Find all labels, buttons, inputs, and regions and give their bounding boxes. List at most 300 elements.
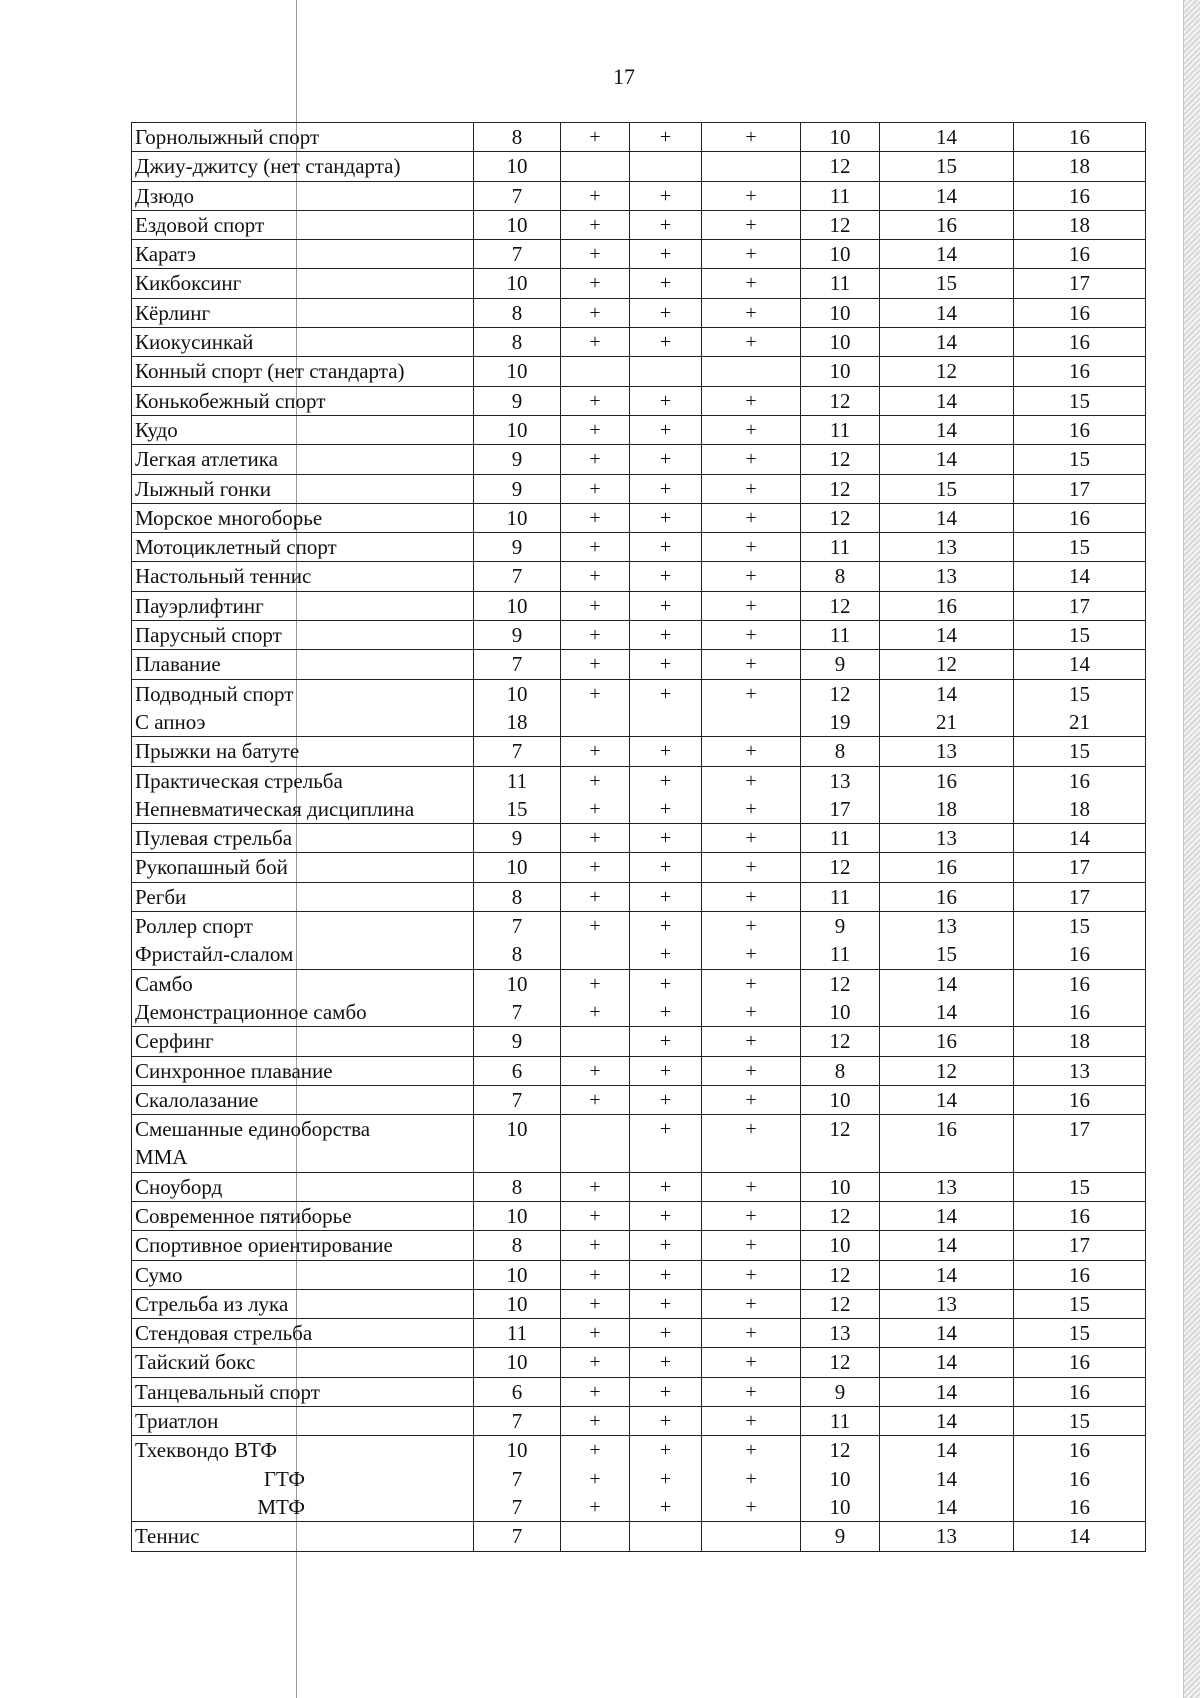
value-cell-1 <box>801 269 880 298</box>
cell-line: Настольный теннис <box>135 564 312 589</box>
cell-line: 17 <box>1069 476 1090 501</box>
cell-line: + <box>589 1234 601 1257</box>
cell-line: 10 <box>829 125 851 149</box>
table-row <box>132 210 1146 239</box>
cell-line: Лыжный гонки <box>135 476 271 501</box>
cell-line: + <box>589 1439 601 1462</box>
cell-line: + <box>745 594 757 617</box>
mark-cell-1 <box>561 533 630 562</box>
mark-cell-1 <box>561 210 630 239</box>
cell-line: 7 <box>511 1494 523 1519</box>
value-cell-3 <box>1014 1056 1146 1085</box>
mark-cell-1 <box>561 386 630 415</box>
value-cell-1 <box>801 1289 880 1318</box>
table-row <box>132 1407 1146 1436</box>
age-cell <box>474 328 561 357</box>
age-cell <box>474 1289 561 1318</box>
cell-line <box>705 1143 797 1171</box>
cell-line: + <box>659 1234 672 1257</box>
mark-cell-3 <box>702 386 801 415</box>
cell-line: 13 <box>936 826 957 851</box>
mark-cell-1 <box>561 969 630 1027</box>
mark-cell-3 <box>702 210 801 239</box>
cell-line: + <box>745 1410 757 1433</box>
table-row <box>132 445 1146 474</box>
value-cell-2 <box>880 386 1014 415</box>
cell-line <box>564 1027 626 1055</box>
mark-cell-1 <box>561 445 630 474</box>
cell-line: + <box>745 1059 757 1082</box>
value-cell-2 <box>880 1319 1014 1348</box>
cell-line: 13 <box>936 914 957 939</box>
cell-line: 16 <box>1069 1438 1090 1463</box>
cell-line: + <box>659 1467 672 1490</box>
cell-line <box>705 152 797 180</box>
value-cell-1 <box>801 533 880 562</box>
cell-line: 16 <box>1069 1203 1090 1228</box>
cell-line: + <box>745 272 757 295</box>
cell-line: Джиу-джитсу (нет стандарта) <box>135 154 401 179</box>
sport-name-cell <box>132 1260 474 1289</box>
cell-line: + <box>589 506 601 529</box>
value-cell-2 <box>880 328 1014 357</box>
cell-line: 10 <box>506 681 528 706</box>
cell-line: + <box>745 1322 757 1345</box>
value-cell-3 <box>1014 1231 1146 1260</box>
cell-line: + <box>745 506 757 529</box>
value-cell-2 <box>880 912 1014 970</box>
age-cell <box>474 1056 561 1085</box>
value-cell-2 <box>880 415 1014 444</box>
value-cell-2 <box>880 1201 1014 1230</box>
mark-cell-1 <box>561 240 630 269</box>
cell-line: 15 <box>1069 681 1090 706</box>
cell-line: + <box>659 827 672 850</box>
table-row <box>132 1115 1146 1173</box>
cell-line: + <box>659 594 672 617</box>
value-cell-2 <box>880 679 1014 737</box>
value-cell-2 <box>880 1407 1014 1436</box>
mark-cell-3 <box>702 1407 801 1436</box>
cell-line: 14 <box>936 1233 957 1258</box>
cell-line: 10 <box>829 999 851 1024</box>
age-cell <box>474 240 561 269</box>
age-cell <box>474 1319 561 1348</box>
cell-line: 18 <box>506 709 528 734</box>
cell-line: + <box>659 565 672 588</box>
table-row <box>132 298 1146 327</box>
cell-line: + <box>745 1030 757 1053</box>
sport-name-cell <box>132 269 474 298</box>
cell-line: 14 <box>936 1409 957 1434</box>
cell-line: + <box>589 1059 601 1082</box>
cell-line: 6 <box>511 1058 523 1083</box>
mark-cell-3 <box>702 1085 801 1114</box>
cell-line: 16 <box>1069 1350 1090 1375</box>
value-cell-2 <box>880 650 1014 679</box>
cell-line: 15 <box>1069 1174 1090 1199</box>
cell-line <box>633 708 698 736</box>
age-cell <box>474 882 561 911</box>
sport-name-cell <box>132 1377 474 1406</box>
cell-line: + <box>745 448 757 471</box>
mark-cell-3 <box>702 357 801 386</box>
mark-cell-2 <box>630 269 702 298</box>
cell-line: 12 <box>936 652 957 677</box>
mark-cell-2 <box>630 415 702 444</box>
mark-cell-2 <box>630 1377 702 1406</box>
mark-cell-1 <box>561 1407 630 1436</box>
mark-cell-1 <box>561 1231 630 1260</box>
age-cell <box>474 210 561 239</box>
cell-line: 16 <box>1069 1087 1090 1112</box>
cell-line: 9 <box>834 1379 846 1404</box>
mark-cell-3 <box>702 1348 801 1377</box>
cell-line: + <box>589 624 601 647</box>
age-cell <box>474 1085 561 1114</box>
sport-name-cell <box>132 1115 474 1173</box>
table-row <box>132 650 1146 679</box>
cell-line: + <box>659 972 672 995</box>
cell-line: + <box>745 827 757 850</box>
cell-line: 14 <box>936 300 957 325</box>
sport-name-cell <box>132 357 474 386</box>
value-cell-2 <box>880 152 1014 181</box>
value-cell-2 <box>880 1289 1014 1318</box>
cell-line: + <box>589 1292 601 1315</box>
cell-line: 13 <box>936 535 957 560</box>
mark-cell-2 <box>630 240 702 269</box>
value-cell-3 <box>1014 1436 1146 1522</box>
cell-line: 9 <box>834 1524 846 1549</box>
cell-line: 12 <box>829 1350 851 1375</box>
sport-name-cell <box>132 1436 474 1522</box>
sport-name-cell <box>132 533 474 562</box>
cell-line: + <box>659 1292 672 1315</box>
mark-cell-3 <box>702 853 801 882</box>
cell-line: + <box>659 1059 672 1082</box>
mark-cell-3 <box>702 1115 801 1173</box>
cell-line: 12 <box>936 359 957 384</box>
sport-name-cell <box>132 650 474 679</box>
value-cell-2 <box>880 1085 1014 1114</box>
mark-cell-2 <box>630 328 702 357</box>
cell-line: + <box>659 885 672 908</box>
cell-line: 12 <box>829 154 851 179</box>
value-cell-3 <box>1014 357 1146 386</box>
cell-line: 12 <box>829 1029 851 1054</box>
mark-cell-3 <box>702 240 801 269</box>
mark-cell-2 <box>630 679 702 737</box>
age-cell <box>474 123 561 152</box>
cell-line: 16 <box>1069 300 1090 325</box>
mark-cell-2 <box>630 766 702 824</box>
age-cell <box>474 474 561 503</box>
cell-line: + <box>659 448 672 471</box>
cell-line: 7 <box>511 183 523 208</box>
mark-cell-1 <box>561 1172 630 1201</box>
cell-line: Плавание <box>135 652 221 677</box>
value-cell-1 <box>801 1522 880 1551</box>
value-cell-3 <box>1014 650 1146 679</box>
cell-line: + <box>659 331 672 354</box>
cell-line: 7 <box>511 242 523 267</box>
table-row <box>132 1319 1146 1348</box>
value-cell-1 <box>801 1056 880 1085</box>
sport-name-cell <box>132 415 474 444</box>
cell-line: 11 <box>829 942 851 967</box>
cell-line: 11 <box>829 623 851 648</box>
cell-line: 19 <box>829 709 851 734</box>
value-cell-3 <box>1014 269 1146 298</box>
mark-cell-2 <box>630 1260 702 1289</box>
mark-cell-2 <box>630 298 702 327</box>
age-cell <box>474 1027 561 1056</box>
sport-name-cell <box>132 240 474 269</box>
cell-line: 16 <box>1069 125 1090 149</box>
value-cell-3 <box>1014 240 1146 269</box>
mark-cell-3 <box>702 650 801 679</box>
mark-cell-1 <box>561 503 630 532</box>
cell-line: 7 <box>511 1466 523 1491</box>
cell-line: 14 <box>936 623 957 648</box>
value-cell-1 <box>801 882 880 911</box>
cell-line: 11 <box>829 826 851 851</box>
cell-line: 18 <box>936 796 957 821</box>
value-cell-1 <box>801 1027 880 1056</box>
cell-line: 17 <box>1069 271 1090 296</box>
value-cell-1 <box>801 1319 880 1348</box>
cell-line: 15 <box>506 796 528 821</box>
cell-line: + <box>745 1234 757 1257</box>
mark-cell-2 <box>630 445 702 474</box>
value-cell-3 <box>1014 328 1146 357</box>
cell-line: Практическая стрельба <box>135 768 343 793</box>
cell-line: 13 <box>829 1321 851 1346</box>
cell-line <box>564 152 626 180</box>
age-cell <box>474 1115 561 1173</box>
cell-line: + <box>745 1175 757 1198</box>
cell-line: + <box>659 1088 672 1111</box>
cell-line: 11 <box>829 417 851 442</box>
cell-line: + <box>745 1088 757 1111</box>
value-cell-3 <box>1014 152 1146 181</box>
mark-cell-2 <box>630 882 702 911</box>
cell-line: ММА <box>135 1145 188 1170</box>
cell-line: 9 <box>511 476 523 501</box>
sport-name-cell <box>132 1319 474 1348</box>
cell-line: Кудо <box>135 417 178 442</box>
cell-line: + <box>589 1204 601 1227</box>
cell-line: + <box>659 1410 672 1433</box>
cell-line: 7 <box>511 739 523 764</box>
cell-line: ГТФ <box>263 1466 305 1491</box>
cell-line: 17 <box>1069 593 1090 618</box>
age-cell <box>474 152 561 181</box>
value-cell-1 <box>801 1348 880 1377</box>
mark-cell-3 <box>702 1522 801 1551</box>
mark-cell-3 <box>702 882 801 911</box>
cell-line: 11 <box>506 768 528 793</box>
cell-line: 9 <box>511 623 523 648</box>
mark-cell-3 <box>702 1436 801 1522</box>
value-cell-2 <box>880 445 1014 474</box>
cell-line: 9 <box>511 535 523 560</box>
cell-line: + <box>745 1263 757 1286</box>
cell-line: Сноуборд <box>135 1174 223 1199</box>
value-cell-3 <box>1014 621 1146 650</box>
value-cell-2 <box>880 474 1014 503</box>
mark-cell-1 <box>561 766 630 824</box>
mark-cell-2 <box>630 533 702 562</box>
cell-line: 10 <box>829 1466 851 1491</box>
cell-line: + <box>745 565 757 588</box>
cell-line: 14 <box>1069 826 1090 851</box>
value-cell-2 <box>880 240 1014 269</box>
table-row <box>132 969 1146 1027</box>
cell-line: 14 <box>936 388 957 413</box>
value-cell-2 <box>880 853 1014 882</box>
cell-line: + <box>659 418 672 441</box>
table-row <box>132 679 1146 737</box>
cell-line: 14 <box>936 1203 957 1228</box>
cell-line: 13 <box>936 1174 957 1199</box>
value-cell-1 <box>801 1115 880 1173</box>
cell-line: 16 <box>1069 999 1090 1024</box>
table-row <box>132 269 1146 298</box>
cell-line: 12 <box>829 593 851 618</box>
cell-line: + <box>745 1351 757 1374</box>
cell-line: Стендовая стрельба <box>135 1321 313 1346</box>
cell-line: 15 <box>1069 1409 1090 1434</box>
cell-line: 10 <box>506 505 528 530</box>
cell-line: 14 <box>1069 1524 1090 1549</box>
cell-line: 7 <box>511 652 523 677</box>
age-cell <box>474 679 561 737</box>
cell-line: + <box>745 243 757 266</box>
cell-line: 9 <box>511 447 523 472</box>
table-row <box>132 240 1146 269</box>
table-row <box>132 1436 1146 1522</box>
sport-name-cell <box>132 853 474 882</box>
value-cell-3 <box>1014 1377 1146 1406</box>
mark-cell-2 <box>630 1289 702 1318</box>
cell-line: + <box>745 1380 757 1403</box>
cell-line: 11 <box>506 1321 528 1346</box>
value-cell-2 <box>880 969 1014 1027</box>
value-cell-1 <box>801 415 880 444</box>
cell-line: 12 <box>829 505 851 530</box>
table-row <box>132 415 1146 444</box>
cell-line: Подводный спорт <box>135 681 294 706</box>
cell-line <box>883 1143 1010 1171</box>
cell-line: 8 <box>511 300 523 325</box>
cell-line <box>564 357 626 385</box>
age-cell <box>474 269 561 298</box>
mark-cell-2 <box>630 386 702 415</box>
cell-line: Теннис <box>135 1524 200 1549</box>
mark-cell-3 <box>702 503 801 532</box>
cell-line: Триатлон <box>135 1409 219 1434</box>
value-cell-1 <box>801 1231 880 1260</box>
cell-line: 21 <box>1069 709 1090 734</box>
sport-name-cell <box>132 591 474 620</box>
mark-cell-2 <box>630 357 702 386</box>
sport-name-cell <box>132 386 474 415</box>
mark-cell-3 <box>702 1231 801 1260</box>
mark-cell-1 <box>561 152 630 181</box>
age-cell <box>474 415 561 444</box>
mark-cell-1 <box>561 1377 630 1406</box>
value-cell-2 <box>880 1377 1014 1406</box>
cell-line: 18 <box>1069 796 1090 821</box>
cell-line <box>705 1522 797 1550</box>
mark-cell-3 <box>702 737 801 766</box>
cell-line: + <box>589 1263 601 1286</box>
value-cell-1 <box>801 1436 880 1522</box>
sports-table <box>131 122 1146 1552</box>
value-cell-2 <box>880 621 1014 650</box>
cell-line: 16 <box>1069 768 1090 793</box>
mark-cell-1 <box>561 298 630 327</box>
mark-cell-3 <box>702 679 801 737</box>
mark-cell-3 <box>702 123 801 152</box>
cell-line <box>633 1143 698 1171</box>
table-row <box>132 1522 1146 1551</box>
cell-line: + <box>589 769 601 792</box>
page-number: 17 <box>613 64 635 89</box>
sport-name-cell <box>132 445 474 474</box>
cell-line: + <box>745 536 757 559</box>
mark-cell-1 <box>561 357 630 386</box>
cell-line: 10 <box>506 1117 528 1142</box>
cell-line: 16 <box>936 855 957 880</box>
mark-cell-1 <box>561 1260 630 1289</box>
mark-cell-2 <box>630 152 702 181</box>
value-cell-2 <box>880 1348 1014 1377</box>
value-cell-2 <box>880 1522 1014 1551</box>
mark-cell-1 <box>561 853 630 882</box>
value-cell-1 <box>801 591 880 620</box>
cell-line: 10 <box>829 300 851 325</box>
cell-line: 12 <box>829 971 851 996</box>
value-cell-1 <box>801 181 880 210</box>
value-cell-2 <box>880 357 1014 386</box>
cell-line: Кикбоксинг <box>135 271 242 296</box>
cell-line: + <box>659 1439 672 1462</box>
cell-line: 10 <box>506 1350 528 1375</box>
cell-line: 10 <box>829 359 851 384</box>
cell-line: 12 <box>936 1058 957 1083</box>
cell-line: + <box>589 653 601 676</box>
cell-line: + <box>589 594 601 617</box>
cell-line: 13 <box>1069 1058 1090 1083</box>
mark-cell-1 <box>561 269 630 298</box>
cell-line: + <box>659 1351 672 1374</box>
mark-cell-2 <box>630 1231 702 1260</box>
cell-line: + <box>589 797 601 820</box>
cell-line: 11 <box>829 535 851 560</box>
mark-cell-1 <box>561 181 630 210</box>
mark-cell-2 <box>630 1436 702 1522</box>
cell-line: 16 <box>1069 1379 1090 1404</box>
mark-cell-3 <box>702 445 801 474</box>
cell-line: + <box>659 1322 672 1345</box>
cell-line: 15 <box>936 271 957 296</box>
value-cell-1 <box>801 824 880 853</box>
table-row <box>132 1201 1146 1230</box>
value-cell-1 <box>801 969 880 1027</box>
